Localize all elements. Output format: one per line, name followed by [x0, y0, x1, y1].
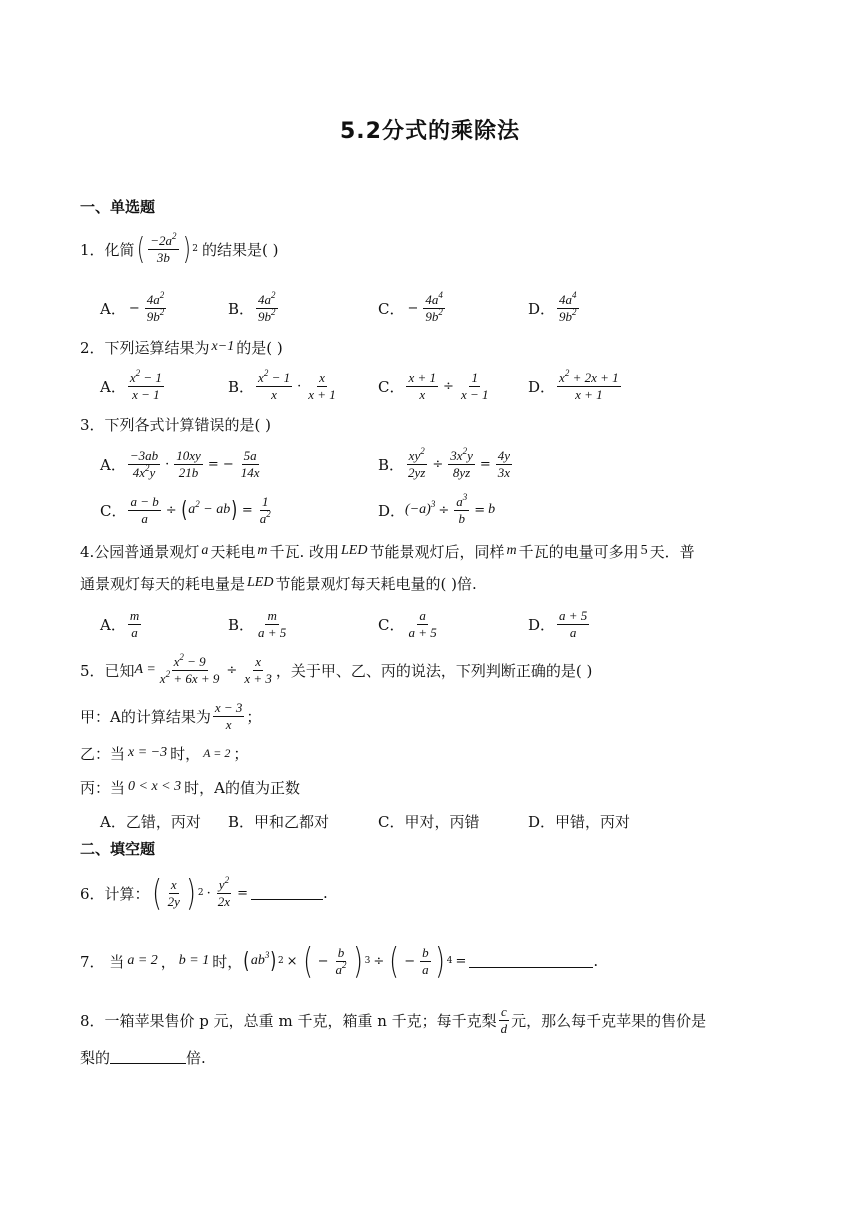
q4-option-b[interactable]: B． $\frac{m}{a + 5}$: [228, 607, 287, 640]
page-title: 5.2分式的乘除法: [340, 119, 520, 144]
question-6: 6．计算： ( $\frac{x}{2y}$ ) 2 · $\frac{y^2}{2x}$ = .: [80, 872, 328, 914]
q2-option-d[interactable]: D． $\frac{x^2 + 2x + 1}{x + 1}$: [528, 367, 619, 402]
question-5: 5．已知 A = $\frac{x^2 - 9}{x^2 + 6x + 9}$ ÷ $\frac{x}{x + 3}$ ，关于甲、乙、丙的说法，下列判断正确的是( ): [80, 651, 593, 686]
section-heading-single-choice: 一、单选题: [80, 198, 156, 216]
question-4-line-1: 4.公园普通景观灯 a 天耗电 m 千瓦. 改用 LED 节能景观灯后，同样 m 千瓦的电量可多用 5 天．普: [80, 542, 695, 561]
q5-option-b[interactable]: B．甲和乙都对: [228, 812, 330, 831]
q4-option-d[interactable]: D． $\frac{a + 5}{a}$: [528, 607, 588, 640]
question-8-line-1: 8．一箱苹果售价 p 元，总重 m 千克，箱重 n 千克；每千克梨 $\frac{c}{d}$ 元，那么每千克苹果的售价是: [80, 1003, 707, 1036]
q2-option-c[interactable]: C． $\frac{x + 1}{x}$ ÷ $\frac{1}{x - 1}$: [378, 369, 489, 402]
q5-statement-jia: 甲：A的计算结果为 $\frac{x - 3}{x}$ ；: [80, 699, 262, 732]
q5-statement-yi: 乙：当 x = −3 时， A = 2 ；: [80, 744, 249, 763]
question-4-line-2: 通景观灯每天的耗电量是 LED 节能景观灯每天耗电量的( )倍.: [80, 574, 477, 593]
question-8-line-2: 梨的 倍.: [80, 1048, 206, 1067]
question-1: 1．化简 ( $\frac{-2a^2}{3b}$ ) 2 的结果是( ): [80, 230, 279, 267]
q2-expression: x−1: [211, 339, 235, 354]
q3-option-c[interactable]: C． $\frac{a - b}{a}$ ÷ ( $a^2$ − ab ) = $\frac{1}{a^2}$: [100, 493, 271, 526]
q7-answer-blank[interactable]: [469, 955, 593, 968]
q5-option-d[interactable]: D．甲错，丙对: [528, 812, 631, 831]
q5-option-c[interactable]: C．甲对，丙错: [378, 812, 480, 831]
q2-options: [100, 366, 623, 406]
q1-option-a[interactable]: A． − $\frac{4a^2}{9b^2}$: [100, 289, 165, 324]
question-3: 3．下列各式计算错误的是( ): [80, 416, 272, 434]
q1-option-b[interactable]: B． $\frac{4a^2}{9b^2}$: [228, 289, 276, 324]
q4-options: [100, 604, 591, 644]
q3-option-b[interactable]: B． $\frac{xy^2}{2yz}$ ÷ $\frac{3x^2y}{8yz}$ = $\frac{4y}{3x}$: [378, 445, 511, 480]
q6-answer-blank[interactable]: [251, 887, 323, 900]
section-heading-fill-blank: 二、填空题: [80, 840, 156, 858]
q3-option-a[interactable]: A． $\frac{-3ab}{4x^2y}$ · $\frac{10xy}{21b}$ = − $\frac{5a}{14x}$: [100, 447, 260, 480]
q5-statement-bing: 丙：当 0 < x < 3 时，A的值为正数: [80, 778, 300, 797]
q5-option-a[interactable]: A．乙错，丙对: [100, 812, 201, 831]
q2-option-a[interactable]: A． $\frac{x^2 - 1}{x - 1}$: [100, 367, 162, 402]
q1-suffix: 的结果是( ): [202, 240, 279, 259]
q5-options: [100, 810, 630, 832]
q1-option-c[interactable]: C． − $\frac{4a^4}{9b^2}$: [378, 289, 443, 324]
question-7: 7． 当 a = 2 ， b = 1 时， ( $ab^3$ ) 2 × ( − $\frac{b}{a^2}$ ) 3 ÷ ( − $\frac{b}{a}$ ) 4 = .: [80, 940, 599, 982]
q1-fraction: $\frac{-2a^2}{3b}$: [150, 230, 177, 265]
q1-option-d[interactable]: D． $\frac{4a^4}{9b^2}$: [528, 289, 577, 324]
q8-answer-blank[interactable]: [110, 1051, 186, 1064]
q1-prefix: 1．化简: [80, 240, 135, 259]
question-2: 2．下列运算结果为 x−1 的是( ): [80, 338, 283, 357]
q2-option-b[interactable]: B． $\frac{x^2 - 1}{x}$ · $\frac{x}{x + 1}$: [228, 367, 336, 402]
q4-option-a[interactable]: A． $\frac{m}{a}$: [100, 607, 140, 640]
q4-option-c[interactable]: C． $\frac{a}{a + 5}$: [378, 607, 437, 640]
q1-options: [100, 288, 581, 328]
q3-option-d[interactable]: D． $(-a)^3$ ÷ $\frac{a^3}{b}$ = b: [378, 491, 496, 526]
